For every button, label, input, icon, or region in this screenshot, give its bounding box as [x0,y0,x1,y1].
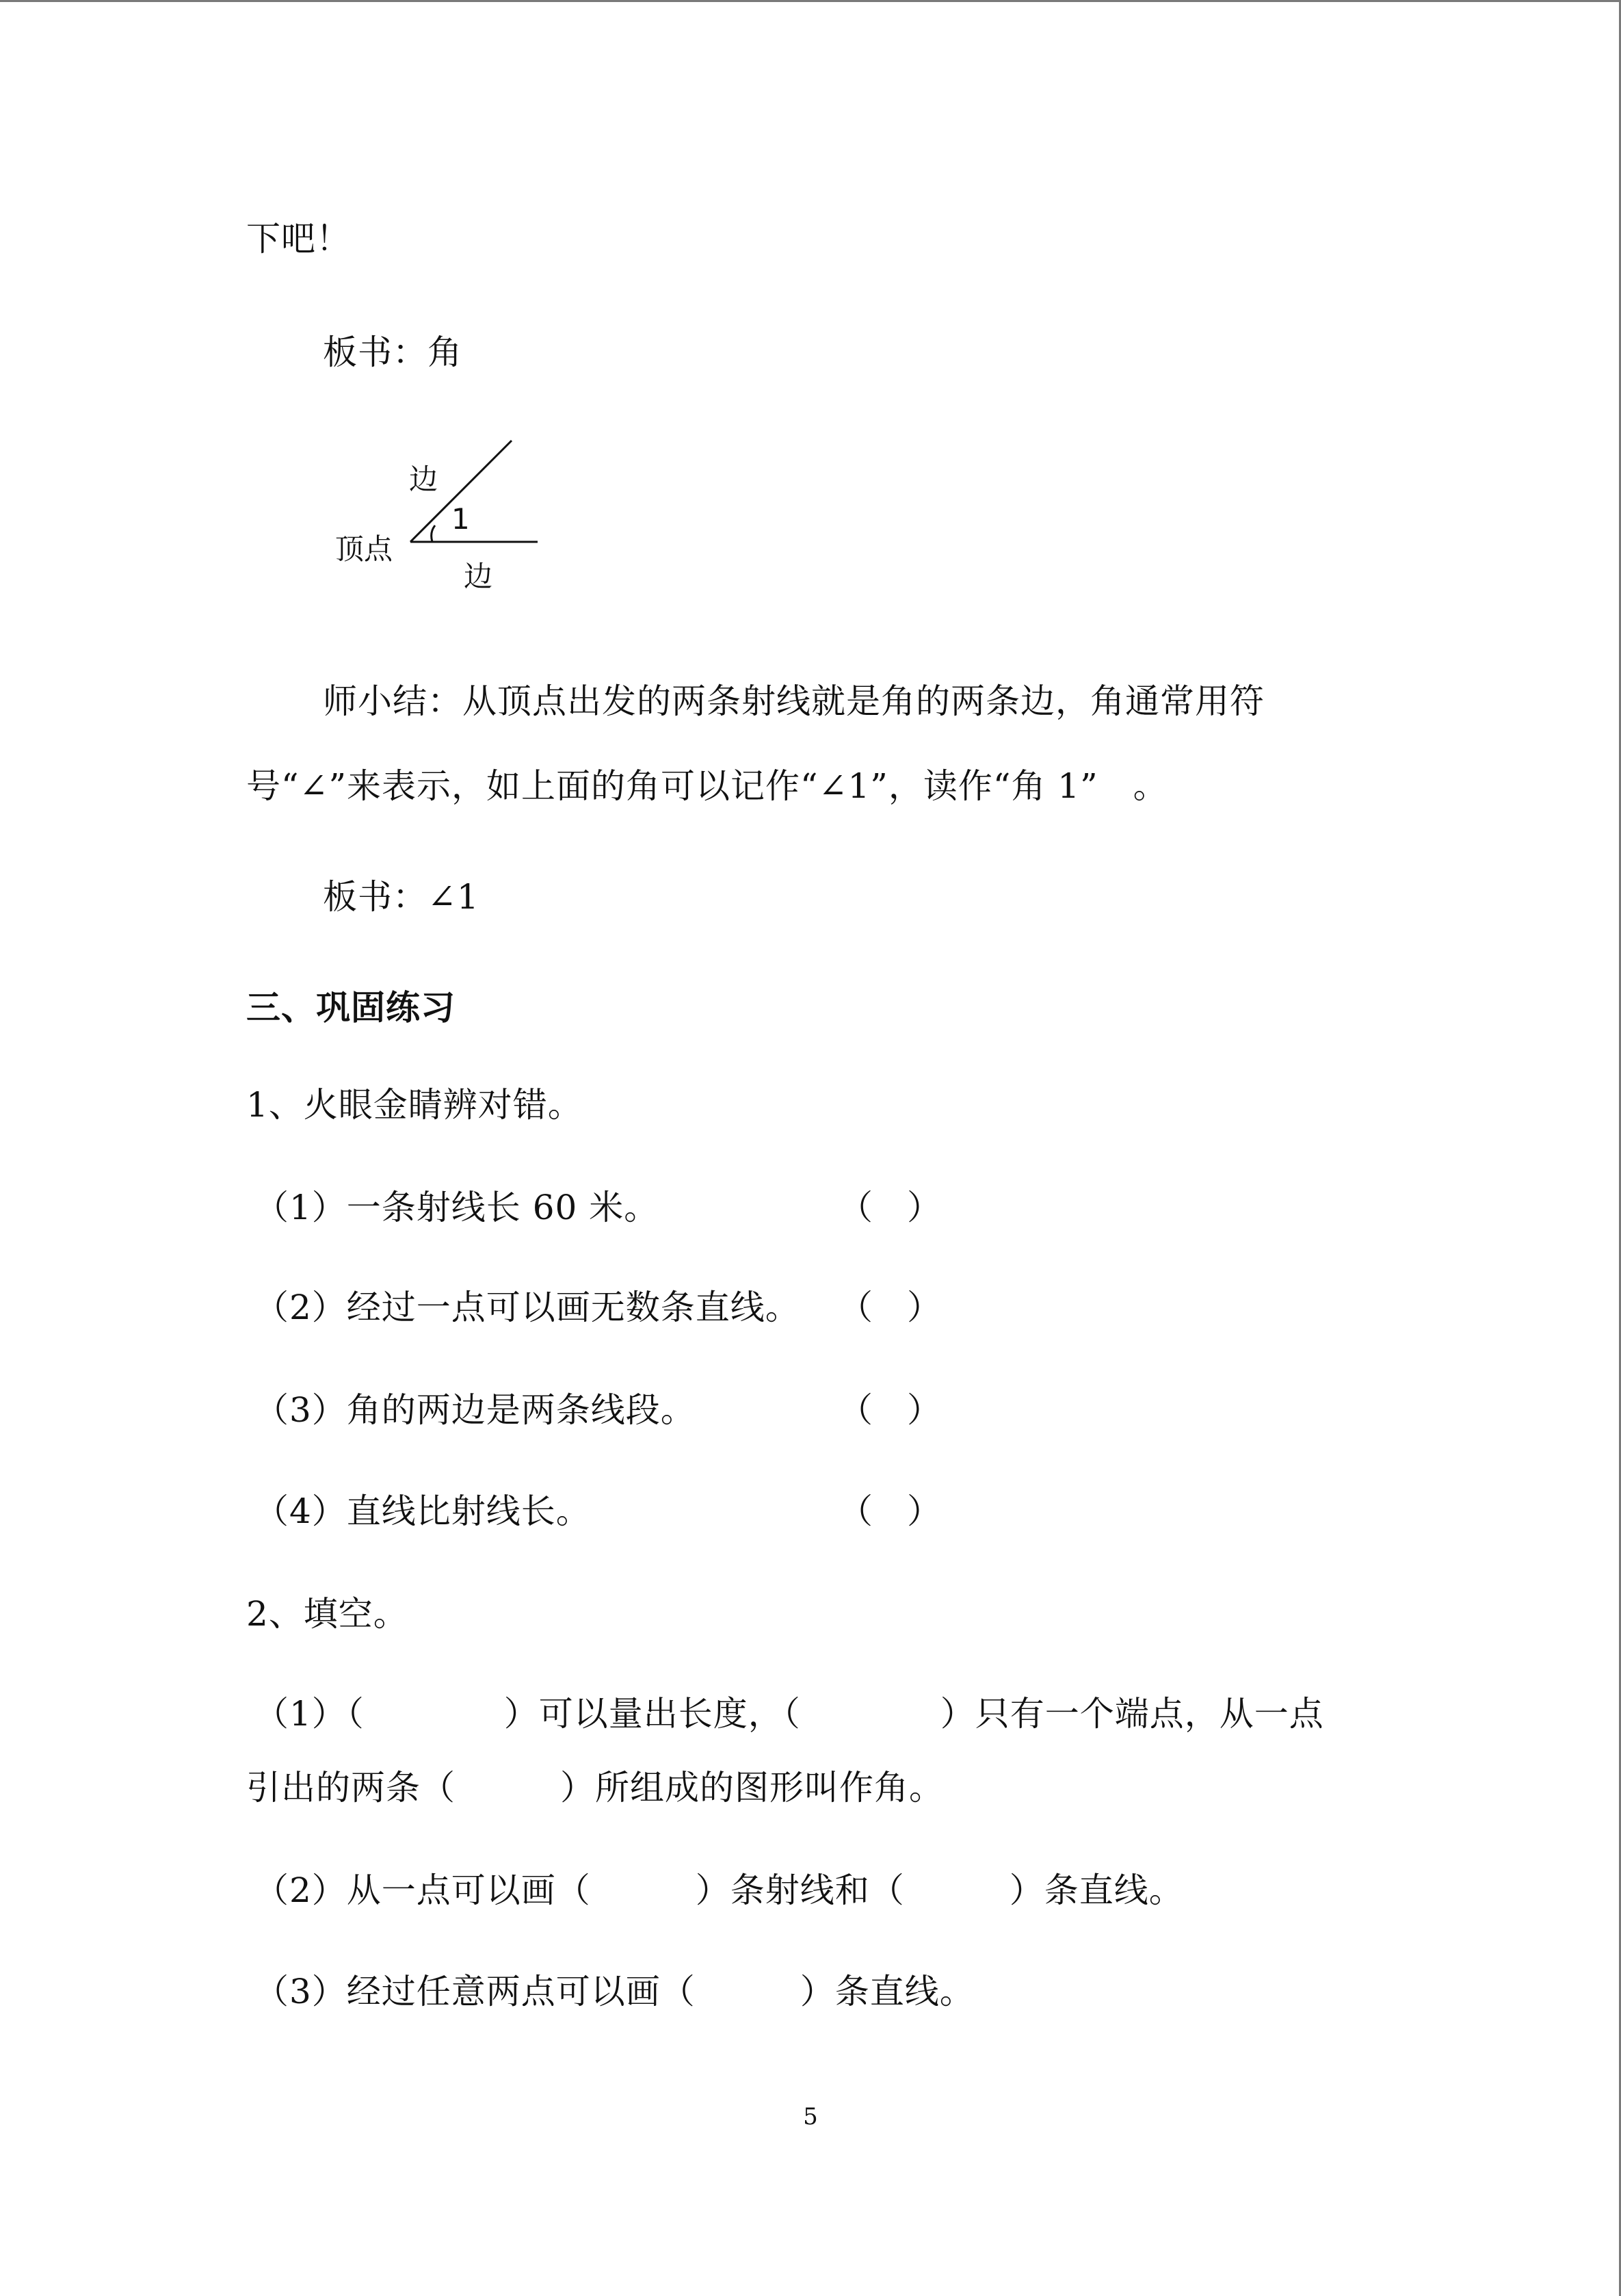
vertex-label: 顶点 [335,532,393,566]
exercise-1-item-2: （2）经过一点可以画无数条直线。 [254,1288,800,1327]
exercise-2-q2: （2）从一点可以画（ ）条射线和（ ）条直线。 [254,1870,1184,1910]
page-number: 5 [803,2103,818,2130]
side-label-top: 边 [409,462,438,496]
answer-blank-1[interactable]: （ ） [839,1188,941,1227]
board-note-angle: 板书：角 [323,332,462,372]
continuation-text: 下吧！ [246,219,351,259]
exercise-1-item-3: （3）角的两边是两条线段。 [254,1390,696,1430]
exercise-2-q1-line-2: 引出的两条（ ）所组成的图形叫作角。 [246,1768,944,1808]
exercise-1-item-1: （1）一条射线长 60 米。 [254,1188,659,1227]
section-heading: 三、巩固练习 [246,988,456,1028]
answer-blank-2[interactable]: （ ） [839,1288,941,1327]
answer-blank-3[interactable]: （ ） [839,1390,941,1430]
exercise-1-title: 1、火眼金睛辨对错。 [246,1085,583,1125]
exercise-1-item-4: （4）直线比射线长。 [254,1491,591,1531]
exercise-2-title: 2、填空。 [246,1594,408,1634]
board-note-angle-1: 板书：∠1 [323,877,479,917]
summary-line-2: 号“∠”来表示，如上面的角可以记作“∠1”，读作“角 1” 。 [246,766,1168,806]
exercise-2-q1-line-1: （1）（ ）可以量出长度，（ ）只有一个端点，从一点 [254,1694,1324,1734]
angle-number-label: 1 [451,502,470,536]
exercise-2-q3: （3）经过任意两点可以画（ ）条直线。 [254,1972,975,2011]
angle-arc [432,525,435,542]
answer-blank-4[interactable]: （ ） [839,1491,941,1531]
side-label-bottom: 边 [464,560,493,593]
summary-line-1: 师小结：从顶点出发的两条射线就是角的两条边，角通常用符 [323,681,1265,721]
